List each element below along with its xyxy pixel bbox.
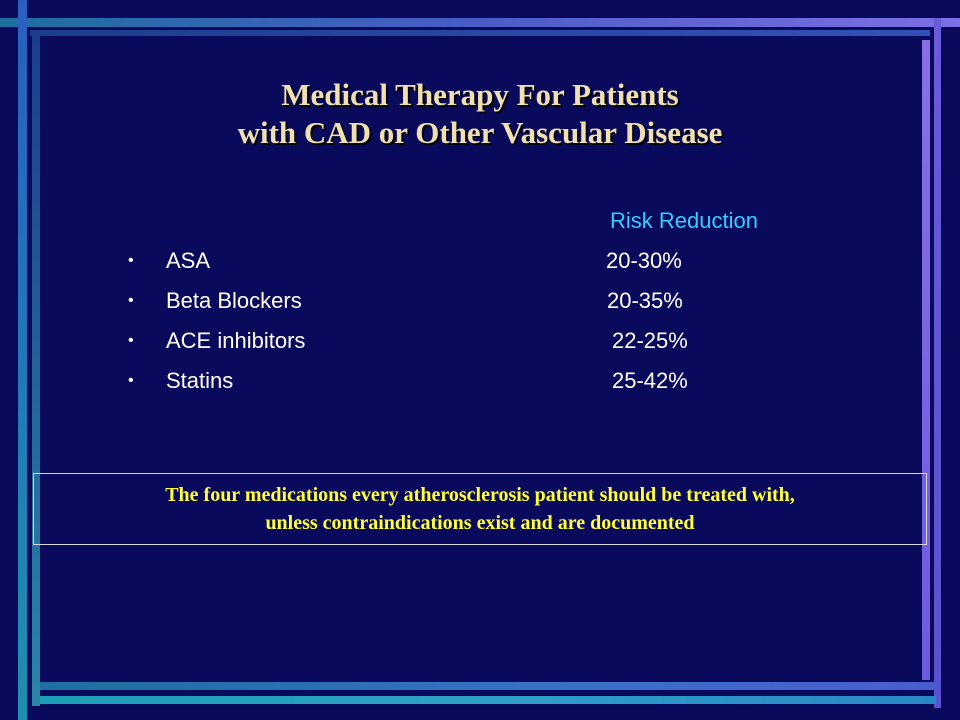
- risk-reduction-value: 22-25%: [612, 328, 688, 353]
- risk-reduction-header: Risk Reduction: [610, 208, 758, 233]
- frame-bar-right-outer: [934, 18, 941, 708]
- frame-bar-left-inner: [32, 30, 40, 706]
- bullet-icon: •: [128, 252, 134, 269]
- frame-bar-top-inner: [30, 30, 930, 36]
- risk-reduction-value: 20-30%: [606, 248, 682, 273]
- frame-bar-bottom-outer: [40, 696, 936, 704]
- callout-line-1: The four medications every atherosclerosis patient should be treated with,: [165, 484, 795, 506]
- slide-title-line-2: with CAD or Other Vascular Disease: [237, 115, 723, 150]
- callout-line-2: unless contraindications exist and are documented: [265, 512, 695, 534]
- risk-reduction-value: 20-35%: [607, 288, 683, 313]
- bullet-icon: •: [128, 292, 134, 309]
- risk-reduction-value: 25-42%: [612, 368, 688, 393]
- frame-bar-bottom-inner: [40, 682, 940, 690]
- bullet-icon: •: [128, 332, 134, 349]
- medication-name: ASA: [166, 248, 211, 273]
- frame-bar-right-inner: [922, 40, 930, 680]
- bullet-icon: •: [128, 372, 134, 389]
- medication-name: ACE inhibitors: [166, 328, 306, 353]
- slide-title: [60, 76, 900, 152]
- frame-bar-top-outer: [0, 18, 960, 27]
- callout-box: [33, 473, 927, 545]
- slide-title-line-1: Medical Therapy For Patients: [281, 77, 679, 112]
- medication-name: Statins: [166, 368, 234, 393]
- medication-name: Beta Blockers: [166, 288, 302, 313]
- frame-bar-left-outer: [18, 0, 27, 720]
